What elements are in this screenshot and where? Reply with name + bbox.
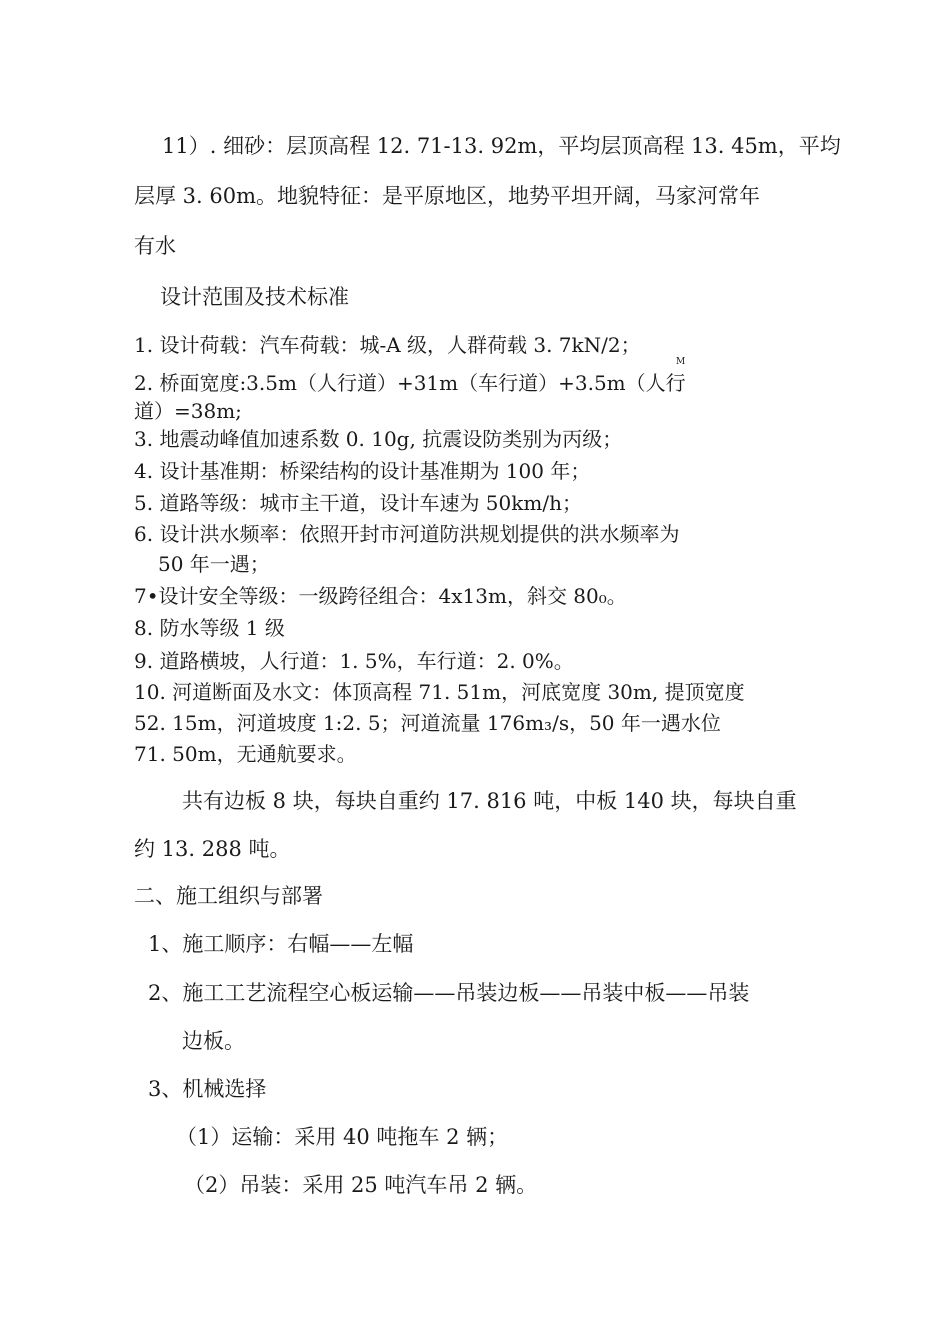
construction-step-2-line1: 2、施工工艺流程空心板运输——吊装边板——吊装中板——吊装	[148, 981, 750, 1005]
standard-item-1: 1. 设计荷载：汽车荷载：城-A 级，人群荷载 3. 7kN/2；	[134, 333, 641, 357]
design-scope-heading: 设计范围及技术标准	[160, 285, 349, 309]
standard-item-10-line1: 10. 河道断面及水文：体顶高程 71. 51m，河底宽度 30m, 提顶宽度	[134, 680, 745, 704]
standard-item-4: 4. 设计基准期：桥梁结构的设计基准期为 100 年；	[134, 459, 591, 483]
standard-item-6-line2: 50 年一遇；	[158, 552, 270, 576]
standard-item-7: 7•设计安全等级：一级跨径组合：4x13m，斜交 80₀。	[134, 584, 627, 608]
slabs-paragraph-line2: 约 13. 288 吨。	[134, 837, 291, 861]
machine-item-2: （2）吊装：采用 25 吨汽车吊 2 辆。	[184, 1173, 538, 1197]
standard-item-3: 3. 地震动峰值加速系数 0. 10g, 抗震设防类别为丙级；	[134, 427, 623, 451]
standard-item-2-line1: 2. 桥面宽度:3.5m（人行道）+31m（车行道）+3.5m（人行	[134, 371, 686, 395]
standard-item-8: 8. 防水等级 1 级	[134, 616, 285, 640]
construction-step-1: 1、施工顺序：右幅——左幅	[148, 932, 414, 956]
construction-step-2-line2: 边板。	[182, 1029, 245, 1053]
soil-paragraph-line2: 层厚 3. 60m。地貌特征：是平原地区，地势平坦开阔，马家河常年	[134, 184, 761, 208]
soil-paragraph-line1: 11）. 细砂：层顶高程 12. 71-13. 92m，平均层顶高程 13. 45m，平均	[162, 134, 841, 158]
standard-item-5: 5. 道路等级：城市主干道，设计车速为 50km/h；	[134, 491, 582, 515]
standard-item-10-line2: 52. 15m，河道坡度 1:2. 5；河道流量 176m₃/s，50 年一遇水位	[134, 711, 721, 735]
standard-item-9: 9. 道路横坡，人行道：1. 5%，车行道：2. 0%。	[134, 649, 574, 673]
soil-paragraph-line3: 有水	[134, 234, 176, 258]
standard-item-6-line1: 6. 设计洪水频率：依照开封市河道防洪规划提供的洪水频率为	[134, 522, 680, 546]
section-2-heading: 二、施工组织与部署	[134, 884, 323, 908]
slabs-paragraph-line1: 共有边板 8 块，每块自重约 17. 816 吨，中板 140 块，每块自重	[182, 789, 797, 813]
construction-step-3: 3、机械选择	[148, 1077, 267, 1101]
standard-item-10-line3: 71. 50m，无通航要求。	[134, 742, 357, 766]
machine-item-1: （1）运输：采用 40 吨拖车 2 辆；	[176, 1125, 509, 1149]
standard-item-1-superscript: M	[676, 357, 686, 367]
standard-item-2-line2: 道）=38m;	[134, 399, 242, 423]
